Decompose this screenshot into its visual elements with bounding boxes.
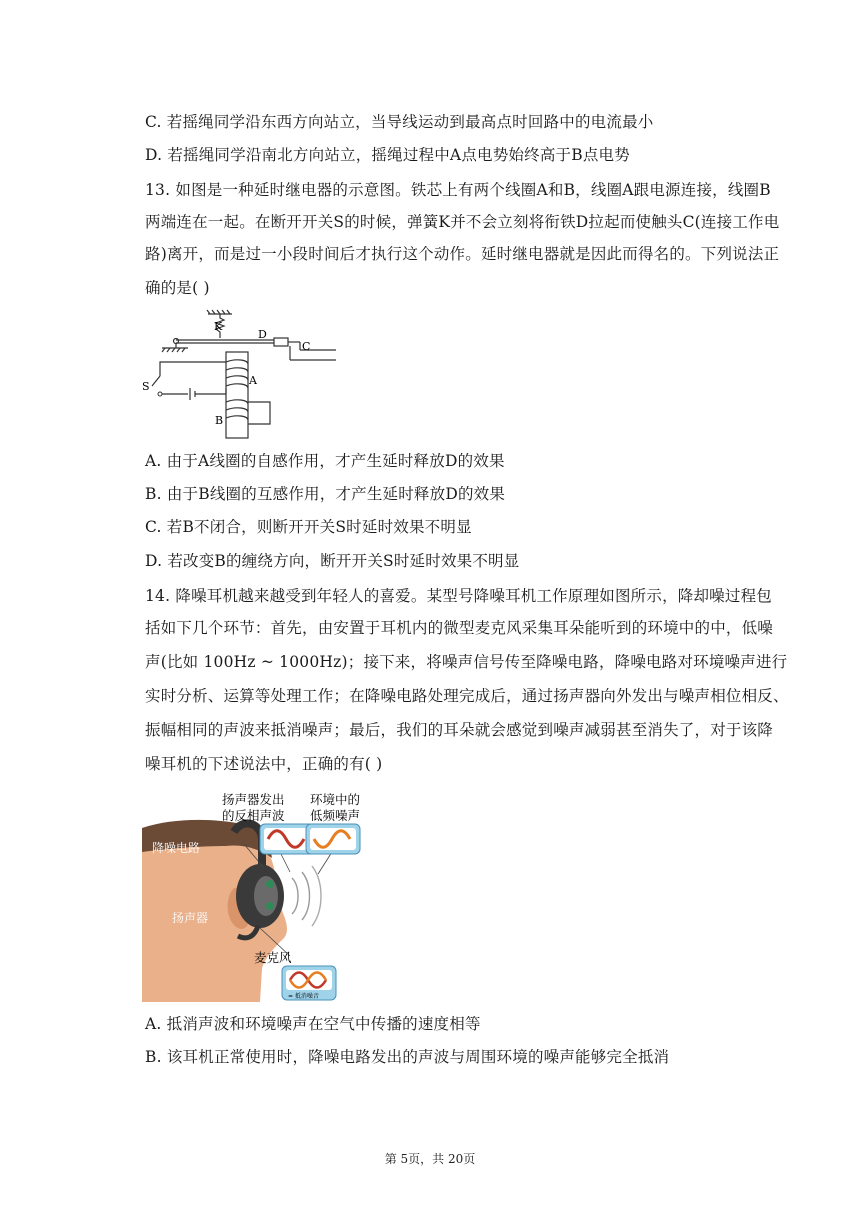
q14-stem-line-2: 括如下几个环节：首先，由安置于耳机内的微型麦克风采集耳朵能听到的环境中的中，低噪 (145, 619, 774, 637)
q13-stem-line-1: 13. 如图是一种延时继电器的示意图。铁芯上有两个线圈A和B，线圈A跟电源连接，线圈B (145, 181, 771, 199)
q14-stem-line-1: 14. 降噪耳机越来越受到年轻人的喜爱。某型号降噪耳机工作原理如图所示，降却噪过程包 (145, 587, 772, 605)
q12-option-d: D. 若摇绳同学沿南北方向站立，摇绳过程中A点电势始终高于B点电势 (145, 146, 630, 164)
q13-stem-line-3: 路)离开，而是过一小段时间后才执行这个动作。延时继电器就是因此而得名的。下列说法正 (145, 245, 780, 263)
label-a: A (249, 374, 257, 387)
q14-stem-line-3: 声(比如 100Hz ~ 1000Hz)；接下来，将噪声信号传至降噪电路，降噪电路对环境噪声进行 (145, 653, 788, 671)
q14-stem-line-5: 振幅相同的声波来抵消噪声；最后，我们的耳朵就会感觉到噪声减弱甚至消失了，对于该降 (145, 721, 774, 739)
label-b: B (215, 414, 224, 427)
q13-option-d: D. 若改变B的缠绕方向，断开开关S时延时效果不明显 (145, 552, 520, 570)
q12-option-c: C. 若摇绳同学沿东西方向站立，当导线运动到最高点时回路中的电流最小 (145, 113, 654, 131)
q14-option-b: B. 该耳机正常使用时，降噪电路发出的声波与周围环境的噪声能够完全抵消 (145, 1048, 670, 1066)
page-footer: 第 5页，共 20页 (384, 1152, 476, 1166)
label-env-noise-2: 低频噪声 (310, 808, 361, 823)
q13-stem-line-2: 两端连在一起。在断开开关S的时候，弹簧K并不会立刻将衔铁D拉起而使触头C(连接工作电 (145, 213, 780, 231)
label-noise-circuit: 降噪电路 (152, 841, 201, 855)
q13-option-c: C. 若B不闭合，则断开开关S时延时效果不明显 (145, 518, 472, 536)
label-d: D (258, 328, 267, 341)
label-speaker: 扬声器 (172, 911, 209, 925)
label-speaker-wave-1: 扬声器发出 (222, 792, 285, 807)
delay-relay-figure (140, 308, 340, 440)
q13-option-a: A. 由于A线圈的自感作用，才产生延时释放D的效果 (145, 452, 505, 470)
label-s: S (142, 380, 150, 393)
label-cancel-noise: = 抵消噪音 (288, 993, 319, 1000)
label-c: C (302, 340, 311, 353)
label-env-noise-1: 环境中的 (310, 792, 361, 807)
label-microphone: 麦克风 (254, 950, 292, 965)
q14-stem-line-4: 实时分析、运算等处理工作；在降噪电路处理完成后，通过扬声器向外发出与噪声相位相反、 (145, 687, 789, 705)
q13-stem-line-4: 确的是( ) (145, 279, 210, 297)
label-k: K (214, 320, 223, 333)
q13-option-b: B. 由于B线圈的互感作用，才产生延时释放D的效果 (145, 485, 506, 503)
q14-option-a: A. 抵消声波和环境噪声在空气中传播的速度相等 (145, 1015, 481, 1033)
q14-stem-line-6: 噪耳机的下述说法中，正确的有( ) (145, 755, 383, 773)
noise-cancelling-headphone-figure (142, 788, 368, 1002)
label-speaker-wave-2: 的反相声波 (222, 808, 285, 823)
